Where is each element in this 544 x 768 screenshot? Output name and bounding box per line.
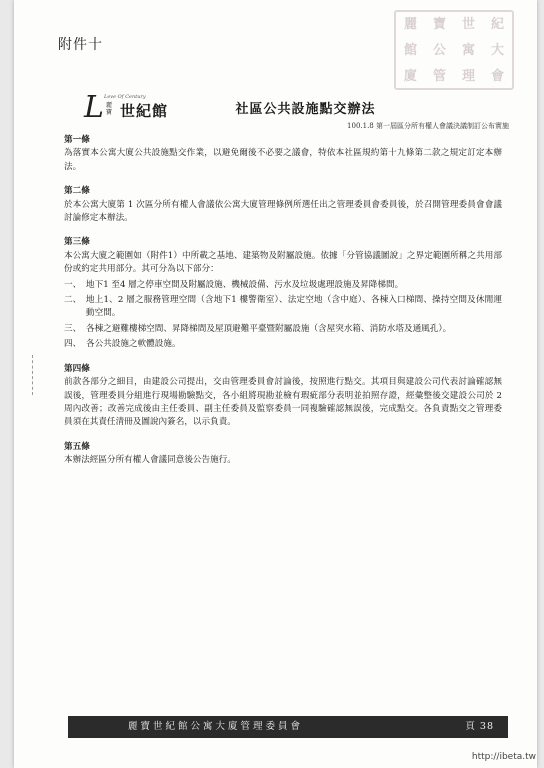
list-text: 地上1、2 層之服務管理空間（含地下1 樓警衛室）、法定空地（含中庭）、各棟入口梯間、操持空間及休閒運動空間。 — [86, 295, 502, 319]
list-number: 一、 — [64, 279, 82, 290]
logo-subscript: Leve Of Century — [104, 94, 146, 100]
seal-character: 麗 — [403, 17, 417, 32]
list-item — [64, 323, 502, 336]
list-item — [64, 294, 502, 321]
logo-mark: L — [84, 90, 104, 125]
list-number: 二、 — [64, 295, 82, 306]
list-item — [64, 338, 502, 351]
list-number: 三、 — [64, 323, 82, 334]
seal-character: 管 — [432, 69, 446, 84]
site-watermark: http://ibeta.tw — [471, 752, 536, 762]
logo-brand: 世紀館 — [120, 102, 169, 120]
seal-character: 紀 — [490, 17, 504, 32]
footer-bar — [68, 716, 508, 738]
article-heading: 第三條 — [64, 237, 90, 248]
seal-character: 公 — [432, 43, 446, 58]
seal-character: 大 — [490, 43, 504, 58]
article-heading: 第四條 — [64, 363, 90, 374]
article — [64, 134, 502, 174]
document-page — [14, 0, 537, 768]
official-seal — [394, 10, 514, 90]
list-number: 四、 — [64, 339, 82, 350]
seal-character: 會 — [490, 69, 504, 84]
seal-character: 世 — [461, 17, 475, 32]
article — [64, 363, 502, 430]
enactment-note: 100.1.8 第一屆區分所有權人會議決議制訂公布實施 — [347, 122, 509, 130]
article-heading: 第二條 — [64, 186, 90, 197]
document-title: 社區公共設施點交辦法 — [235, 102, 376, 117]
article — [64, 185, 502, 225]
article — [64, 441, 502, 468]
attachment-label: 附件十 — [58, 37, 103, 53]
article-body: 為落實本公寓大廈公共設施點交作業，以避免爾後不必要之議會，特依本社區規約第十九條第二款之規定訂定本辦法。 — [64, 148, 502, 172]
list-text: 地下1 至4 層之停車空間及附屬設施、機械設備、污水及垃圾處理設施及昇降梯間。 — [86, 279, 404, 290]
footer-title: 麗寶世紀館公寓大廈管理委員會 — [128, 721, 304, 732]
article-heading: 第一條 — [64, 135, 90, 145]
seal-character: 寓 — [461, 43, 475, 58]
list-text: 各公共設施之軟體設施。 — [86, 339, 181, 350]
logo-small-brand: 麗寶 — [106, 102, 113, 116]
document-body — [64, 134, 502, 479]
article-body: 本公寓大廈之範圍如（附件1）中所載之基地、建築物及附屬設施。依據「分管協議圖說」之界定範圍所稱之共用部份或約定共用部分。其可分為以下部分： — [64, 250, 502, 275]
seal-character: 館 — [403, 43, 417, 58]
article-body: 本辦法經區分所有權人會議同意後公告施行。 — [64, 455, 236, 466]
seal-character: 寶 — [432, 17, 446, 32]
seal-character: 廈 — [403, 69, 417, 84]
article — [64, 236, 502, 351]
binding-mark — [32, 355, 37, 395]
article-heading: 第五條 — [64, 441, 90, 452]
article-body: 於本公寓大廈第 1 次區分所有權人會議依公寓大廈管理條例所選任出之管理委員會委員後，於召開管理委員會會議討論修定本辦法。 — [64, 199, 502, 224]
page-number: 頁 38 — [465, 721, 494, 732]
list-item — [64, 279, 502, 292]
list-text: 各棟之避難樓梯空間、昇降梯間及屋頂避難平臺暨附屬設施（含屋突水箱、消防水塔及通風孔）。 — [86, 323, 452, 334]
seal-character: 理 — [461, 69, 475, 84]
article-body: 前款各部分之細目，由建設公司提出，交由管理委員會討論後，按照進行點交。其項目與建設公司代表討論確認無誤後，管理委員分組進行現場勘驗點交，各小組將現勘並檢有瑕疵部分表明並拍照存證，經彙整後交建設公司於 2 周內改善；改善完成後由主任委員、副主任委員及監察委員一同複驗確認無誤後，完成點交。各負責點交之管理委員須在其責任清冊及圖說內簽名，以示負責。 — [64, 377, 502, 428]
